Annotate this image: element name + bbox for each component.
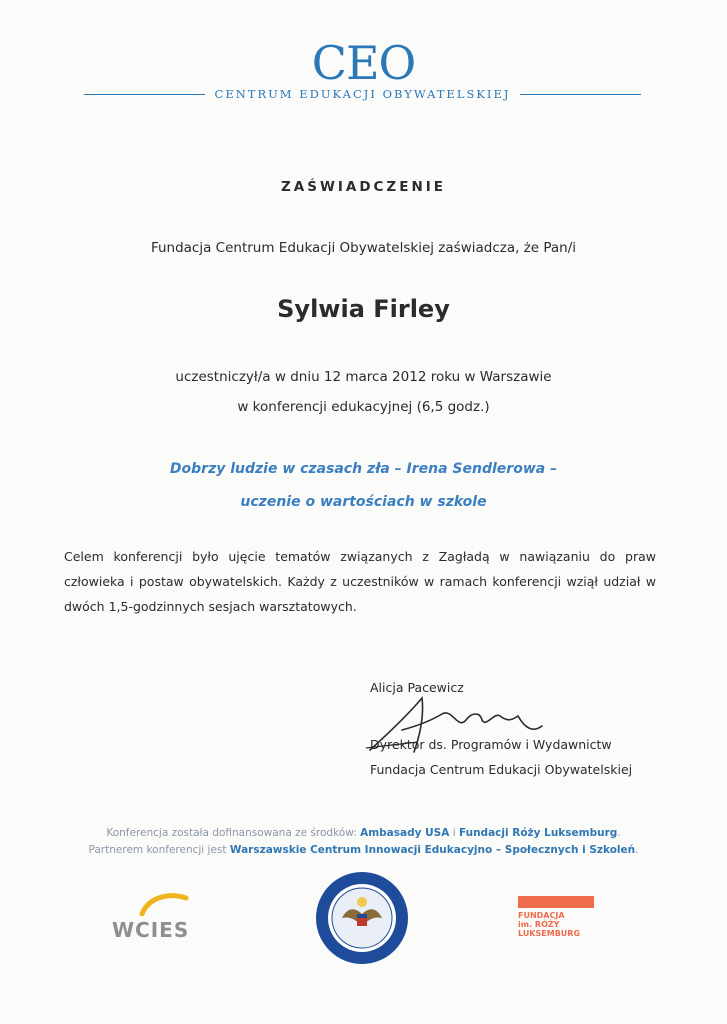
funding-line-2: [0, 842, 727, 859]
ceo-logo: CEO: [311, 36, 416, 90]
rosa-logo-line-1: FUNDACJA: [518, 911, 565, 920]
funding-line-1-end: .: [617, 827, 621, 839]
partner-prefix: Partnerem konferencji jest: [88, 844, 227, 856]
rosa-logo-line-2: im. RÓŻY: [518, 920, 560, 929]
funding-note: [0, 825, 727, 859]
participation-line-2: w konferencji edukacyjnej (6,5 godz.): [237, 399, 490, 415]
certificate-title: ZAŚWIADCZENIE: [281, 179, 446, 195]
funding-prefix: Konferencja została dofinansowana ze środków:: [106, 827, 357, 839]
funder-us-embassy: Ambasady USA: [360, 827, 450, 839]
recipient-name: Sylwia Firley: [277, 295, 450, 323]
conference-topic-line-2: uczenie o wartościach w szkole: [240, 494, 487, 510]
signatory-position: Dyrektor ds. Programów i Wydawnictw: [370, 737, 612, 752]
conference-topic-line-1: Dobrzy ludzie w czasach zła – Irena Sendlerowa –: [169, 461, 558, 477]
rosa-logo-line-3: LUKSEMBURG: [518, 929, 581, 938]
funding-line-1: [0, 825, 727, 842]
partner-wcies: Warszawskie Centrum Innowacji Edukacyjno – Społecznych i Szkoleń: [229, 844, 636, 856]
divider-left: [84, 94, 205, 95]
ceo-logo-subtitle-row: [84, 86, 641, 102]
wcies-logo-text: WCIES: [112, 918, 190, 942]
signatory-organization: Fundacja Centrum Edukacji Obywatelskiej: [370, 762, 633, 777]
funding-and: i: [452, 827, 456, 839]
rosa-luxemburg-logo: [518, 896, 598, 948]
funder-rosa-luxemburg: Fundacji Róży Luksemburg: [458, 827, 618, 839]
ceo-logo-subtitle: CENTRUM EDUKACJI OBYWATELSKIEJ: [214, 87, 511, 101]
us-embassy-seal-icon: [314, 870, 410, 966]
wcies-arc-icon: [134, 890, 194, 916]
rosa-logo-bar: [518, 896, 594, 908]
participation-line-1: uczestniczył/a w dniu 12 marca 2012 roku w Warszawie: [175, 369, 552, 385]
funding-line-2-end: .: [635, 844, 639, 856]
divider-right: [520, 94, 641, 95]
conference-description: Celem konferencji było ujęcie tematów związanych z Zagładą w nawiązaniu do praw człowieka i postaw obywatelskich. Każdy z uczestników w ramach konferencji wziął udział w dwóch 1,5-godzinnych sesjach warsztatowych.: [64, 549, 656, 614]
signatory-name: Alicja Pacewicz: [370, 680, 464, 695]
wcies-logo: [112, 890, 212, 942]
certificate-intro: Fundacja Centrum Edukacji Obywatelskiej zaświadcza, że Pan/i: [150, 240, 577, 256]
